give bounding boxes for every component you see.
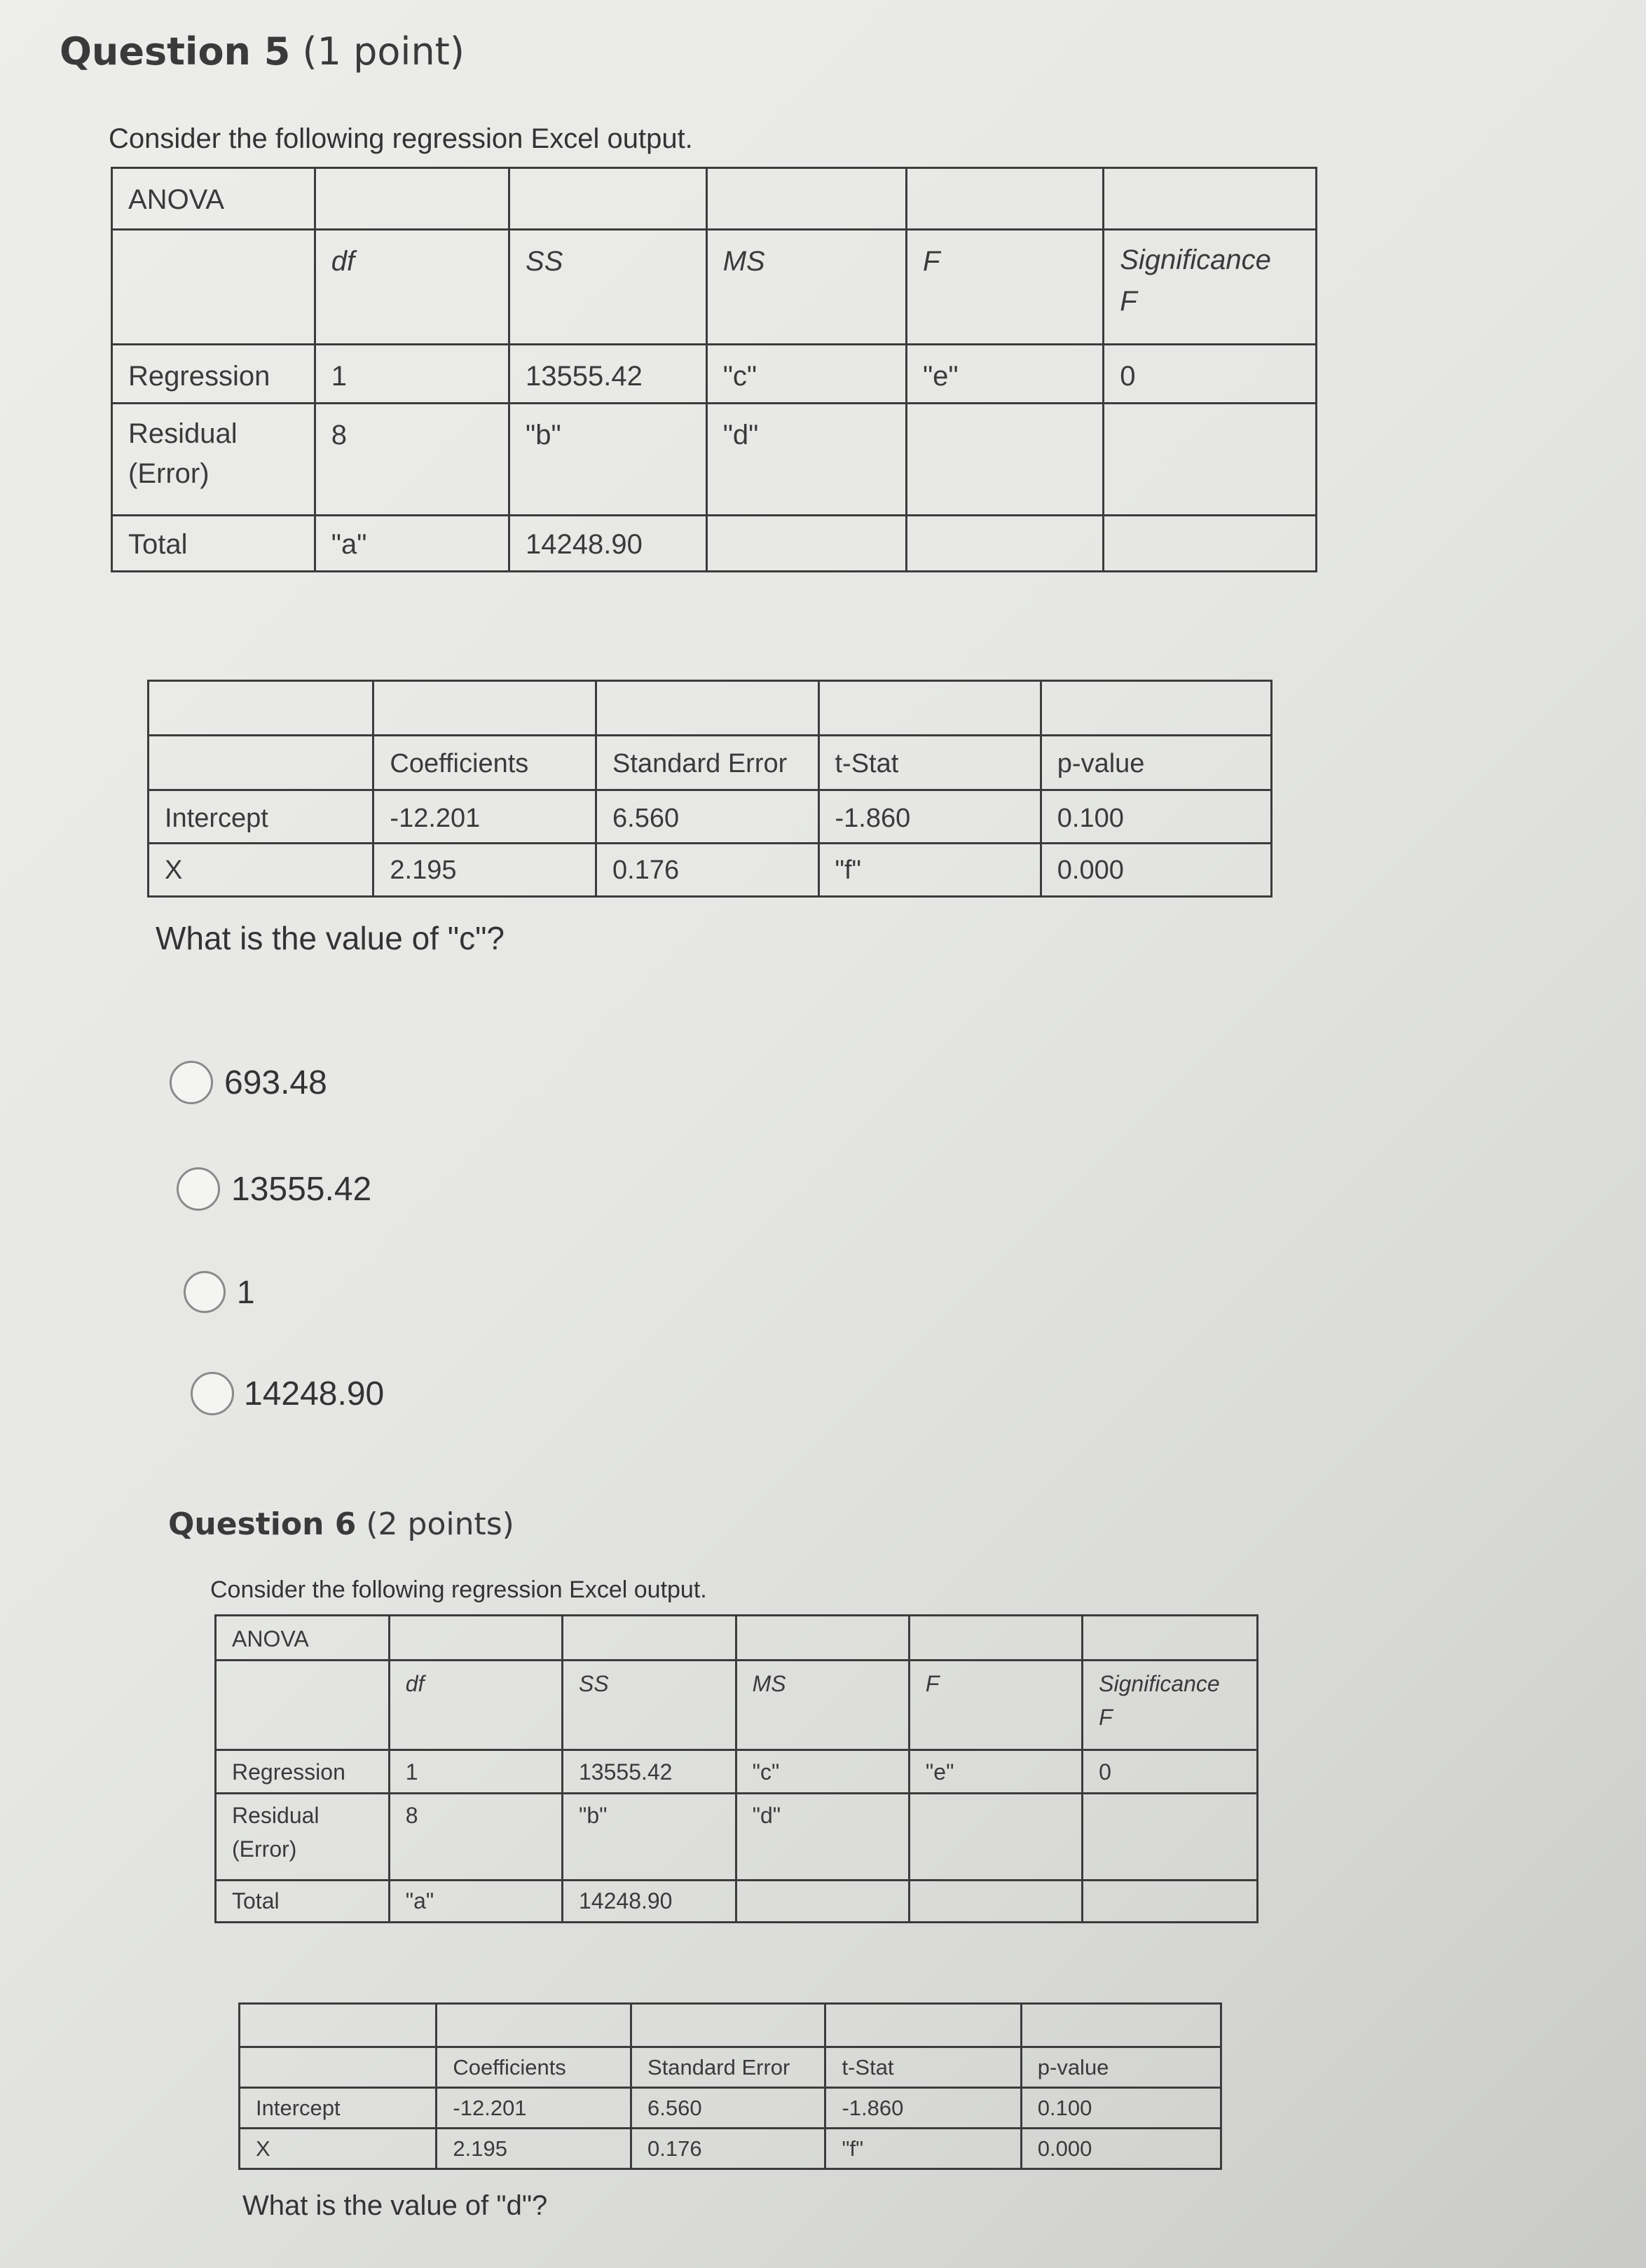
coefficients-table-q5 [147,680,1273,898]
cell-regression-ss-q6: 13555.42 [563,1750,736,1794]
cell-total-sig-q6 [1083,1881,1258,1923]
cell-regression-f-q6: "e" [909,1750,1082,1794]
header-significance-q6: Significance [1099,1671,1220,1696]
header-coefficients-q6: Coefficients [437,2047,631,2088]
anova-title-q6: ANOVA [216,1616,390,1661]
header-standard-error-q6: Standard Error [631,2047,825,2088]
header-df-q6: df [389,1661,562,1750]
row-label-x: X [149,844,373,897]
radio-button[interactable] [177,1167,220,1211]
cell-residual-ms-q6: "d" [736,1794,909,1881]
answer-option-label: 693.48 [224,1064,327,1101]
anova-table-q6 [214,1614,1258,1923]
header-significance-f-q6 [1083,1661,1258,1750]
question-6-points: (2 points) [366,1506,514,1542]
header-significance-f-letter: F [1120,286,1137,317]
question-5-title [60,29,465,74]
question-6-label: Question 6 [168,1506,357,1542]
cell-regression-ss: 13555.42 [509,345,707,404]
header-t-stat: t-Stat [818,736,1041,790]
coefficients-table-q6 [238,2002,1222,2170]
residual-label-q6: Residual [232,1803,320,1828]
cell-regression-ms-q6: "c" [736,1750,909,1794]
cell-total-ss: 14248.90 [509,516,707,572]
answer-option-4[interactable] [191,1372,384,1415]
cell-residual-df: 8 [315,404,509,516]
cell-x-coef: 2.195 [373,844,596,897]
cell-total-f-q6 [909,1881,1082,1923]
question-5-intro: Consider the following regression Excel output. [109,123,693,154]
cell-intercept-p: 0.100 [1041,790,1271,844]
question-6-title [168,1506,514,1542]
cell-intercept-p-q6: 0.100 [1021,2088,1221,2129]
cell-total-ms-q6 [736,1881,909,1923]
radio-button[interactable] [170,1061,213,1104]
header-t-stat-q6: t-Stat [825,2047,1021,2088]
cell-intercept-se-q6: 6.560 [631,2088,825,2129]
cell-residual-ss: "b" [509,404,707,516]
cell-regression-f: "e" [906,345,1103,404]
cell-residual-f-q6 [909,1794,1082,1881]
question-5-points: (1 point) [302,29,465,74]
row-label-intercept: Intercept [149,790,373,844]
cell-intercept-se: 6.560 [596,790,818,844]
row-label-total: Total [112,516,315,572]
cell-total-df-q6: "a" [389,1881,562,1923]
radio-button[interactable] [191,1372,234,1415]
header-ms-q6: MS [736,1661,909,1750]
question-5-prompt: What is the value of "c"? [156,920,505,956]
anova-title: ANOVA [112,168,315,230]
cell-total-ms [706,516,906,572]
row-label-total-q6: Total [216,1881,390,1923]
row-label-residual [112,404,315,516]
anova-table-q5 [111,167,1317,572]
cell-x-p-q6: 0.000 [1021,2129,1221,2169]
cell-x-t-q6: "f" [825,2129,1021,2169]
cell-x-se: 0.176 [596,844,818,897]
header-ms: MS [706,230,906,345]
answer-option-2[interactable] [177,1167,371,1211]
header-ss-q6: SS [563,1661,736,1750]
cell-intercept-t-q6: -1.860 [825,2088,1021,2129]
cell-x-coef-q6: 2.195 [437,2129,631,2169]
cell-residual-ss-q6: "b" [563,1794,736,1881]
cell-total-df: "a" [315,516,509,572]
cell-intercept-coef: -12.201 [373,790,596,844]
row-label-regression: Regression [112,345,315,404]
residual-error-label: (Error) [128,458,210,489]
question-6-intro: Consider the following regression Excel output. [210,1576,707,1603]
cell-residual-sig [1104,404,1317,516]
cell-x-p: 0.000 [1041,844,1271,897]
cell-regression-df-q6: 1 [389,1750,562,1794]
answer-option-3[interactable] [184,1271,255,1313]
answer-option-1[interactable] [170,1061,327,1104]
cell-regression-sig-q6: 0 [1083,1750,1258,1794]
header-coefficients: Coefficients [373,736,596,790]
cell-x-se-q6: 0.176 [631,2129,825,2169]
header-significance: Significance [1120,245,1271,275]
row-label-regression-q6: Regression [216,1750,390,1794]
residual-error-label-q6: (Error) [232,1836,297,1862]
question-6-prompt: What is the value of "d"? [242,2190,548,2221]
answer-option-label: 13555.42 [231,1170,372,1208]
header-ss: SS [509,230,707,345]
cell-intercept-t: -1.860 [818,790,1041,844]
row-label-residual-q6 [216,1794,390,1881]
residual-label: Residual [128,418,238,449]
row-label-x-q6: X [240,2129,437,2169]
cell-regression-df: 1 [315,345,509,404]
radio-button[interactable] [184,1271,226,1313]
cell-total-ss-q6: 14248.90 [563,1881,736,1923]
cell-x-t: "f" [818,844,1041,897]
cell-total-f [906,516,1103,572]
cell-residual-df-q6: 8 [389,1794,562,1881]
cell-residual-ms: "d" [706,404,906,516]
answer-option-label: 1 [237,1274,255,1310]
header-f: F [906,230,1103,345]
header-df: df [315,230,509,345]
header-p-value-q6: p-value [1021,2047,1221,2088]
row-label-intercept-q6: Intercept [240,2088,437,2129]
cell-total-sig [1104,516,1317,572]
header-significance-f-letter-q6: F [1099,1705,1113,1730]
header-f-q6: F [909,1661,1082,1750]
cell-intercept-coef-q6: -12.201 [437,2088,631,2129]
header-significance-f [1104,230,1317,345]
header-standard-error: Standard Error [596,736,818,790]
answer-option-label: 14248.90 [244,1375,385,1413]
cell-residual-sig-q6 [1083,1794,1258,1881]
header-p-value: p-value [1041,736,1271,790]
cell-residual-f [906,404,1103,516]
question-5-label: Question 5 [60,29,291,74]
cell-regression-ms: "c" [706,345,906,404]
cell-regression-sig: 0 [1104,345,1317,404]
